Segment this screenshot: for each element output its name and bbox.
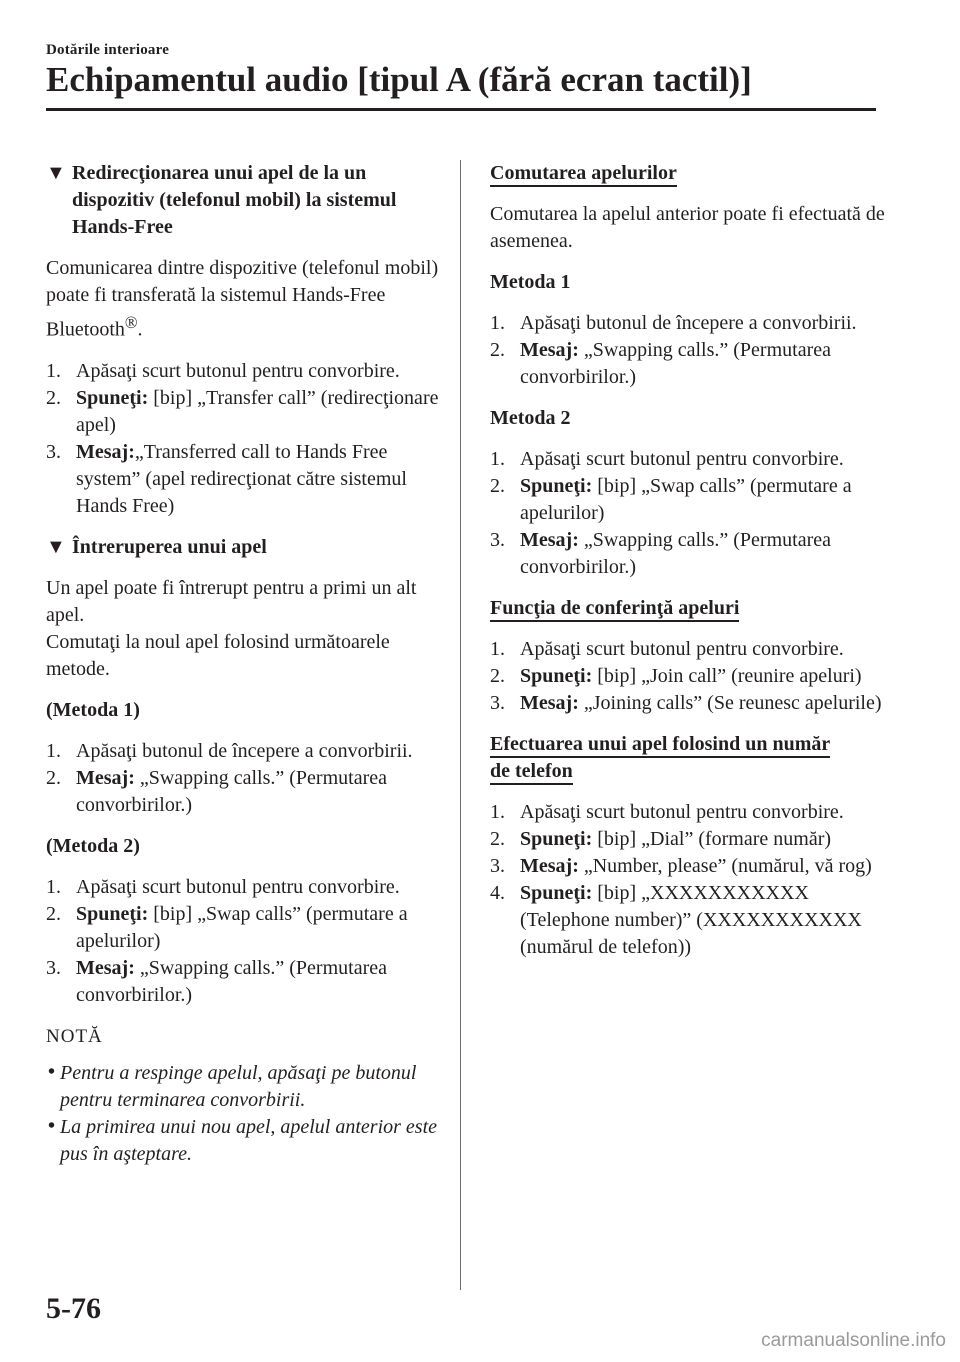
- step-text: [bip] „Swap calls” (permutare a apelurilor): [76, 902, 408, 952]
- heading-interrupt: [46, 534, 441, 561]
- step-item: [46, 901, 441, 955]
- step-label: Spuneţi:: [520, 475, 593, 497]
- step-text: [bip] „Join call” (reunire apeluri): [592, 665, 862, 687]
- notes-list: [46, 1060, 441, 1168]
- step-item: [490, 636, 885, 663]
- step-text: Apăsaţi scurt butonul pentru convorbire.: [520, 638, 844, 660]
- heading-redirect: [46, 160, 441, 241]
- heading-dial-line1: Efectuarea unui apel folosind un număr: [490, 733, 830, 758]
- interrupt-intro-1: Un apel poate fi întrerupt pentru a primi un alt apel.: [46, 576, 417, 626]
- step-text: Apăsaţi scurt butonul pentru convorbire.: [76, 359, 400, 382]
- step-text: [bip] „Transfer call” (redirecţionare apel): [76, 386, 439, 436]
- step-number: 3.: [490, 692, 505, 714]
- step-label: Mesaj:: [520, 692, 579, 714]
- interrupt-intro-2: Comutaţi la noul apel folosind următoarele metode.: [46, 630, 390, 680]
- step-number: 3.: [490, 529, 505, 551]
- step-number: 2.: [46, 386, 61, 409]
- redirect-steps: [46, 358, 441, 520]
- step-number: 3.: [46, 440, 61, 463]
- step-label: Spuneţi:: [520, 828, 593, 850]
- left-column: [46, 160, 441, 1168]
- header-rule: [46, 108, 876, 111]
- step-number: 1.: [490, 312, 505, 334]
- step-item: [490, 310, 885, 337]
- step-item: [46, 955, 441, 1009]
- step-label: Spuneţi:: [76, 386, 149, 409]
- step-number: 2.: [46, 902, 61, 925]
- dial-steps: [490, 799, 885, 961]
- page-title: Echipamentul audio [tipul A (fără ecran tactil)]: [46, 60, 752, 99]
- triangle-bullet-icon: ▼: [46, 535, 66, 558]
- step-item: [490, 853, 885, 880]
- step-text: Apăsaţi butonul de începere a convorbirii.: [520, 312, 857, 334]
- heading-interrupt-text: Întreruperea unui apel: [72, 535, 267, 558]
- switch-method1-steps: [490, 310, 885, 391]
- step-item: [490, 690, 885, 717]
- registered-mark: ®: [124, 313, 138, 332]
- step-number: 2.: [46, 766, 61, 789]
- step-number: 1.: [46, 875, 61, 898]
- step-number: 4.: [490, 882, 505, 904]
- step-text: „Joining calls” (Se reunesc apelurile): [578, 692, 882, 714]
- step-label: Mesaj:: [520, 855, 579, 877]
- step-label: Mesaj:: [520, 339, 579, 361]
- step-text: [bip] „Swap calls” (permutare a apelurilor): [520, 475, 852, 524]
- step-item: [490, 663, 885, 690]
- redirect-intro-end: .: [137, 318, 143, 341]
- step-text: Apăsaţi butonul de începere a convorbirii.: [76, 739, 413, 762]
- step-item: [490, 826, 885, 853]
- interrupt-method2-steps: [46, 874, 441, 1009]
- conference-steps: [490, 636, 885, 717]
- step-text: „Swapping calls.” (Permutarea convorbirilor.): [76, 956, 387, 1006]
- step-number: 2.: [490, 339, 505, 361]
- step-item: [490, 446, 885, 473]
- step-label: Spuneţi:: [520, 882, 593, 904]
- step-number: 1.: [46, 359, 61, 382]
- redirect-intro: [46, 255, 441, 344]
- step-item: [490, 527, 885, 581]
- step-item: [490, 337, 885, 391]
- step-item: [46, 765, 441, 819]
- step-number: 1.: [490, 448, 505, 470]
- step-number: 2.: [490, 475, 505, 497]
- step-number: 3.: [490, 855, 505, 877]
- right-column: [490, 160, 885, 975]
- interrupt-method2-label: (Metoda 2): [46, 834, 140, 857]
- step-text: „Swapping calls.” (Permutarea convorbirilor.): [520, 529, 831, 578]
- step-text: [bip] „XXXXXXXXXXX (Telephone number)” (XXXXXXXXXXX (numărul de telefon)): [520, 882, 862, 958]
- watermark: carmanualsonline.info: [761, 1330, 946, 1351]
- step-item: [490, 799, 885, 826]
- step-text: Apăsaţi scurt butonul pentru convorbire.: [520, 448, 844, 470]
- interrupt-method1-steps: [46, 738, 441, 819]
- section-label: Dotările interioare: [46, 42, 170, 58]
- step-text: „Swapping calls.” (Permutarea convorbirilor.): [520, 339, 831, 388]
- step-label: Mesaj:: [76, 956, 135, 979]
- step-number: 2.: [490, 665, 505, 687]
- step-label: Spuneţi:: [520, 665, 593, 687]
- step-item: [46, 738, 441, 765]
- step-number: 1.: [490, 638, 505, 660]
- step-label: Mesaj:: [76, 440, 135, 463]
- step-item: [46, 439, 441, 520]
- switch-method1-label: Metoda 1: [490, 271, 571, 293]
- switch-method2-label: Metoda 2: [490, 407, 571, 429]
- interrupt-intro: [46, 575, 441, 683]
- column-divider: [460, 160, 461, 1290]
- step-text: Apăsaţi scurt butonul pentru convorbire.: [520, 801, 844, 823]
- note-item: • La primirea unui nou apel, apelul anterior este pus în aşteptare.: [48, 1114, 438, 1165]
- heading-redirect-text: Redirecţionarea unui apel de la un dispozitiv (telefonul mobil) la sistemul Hands-Free: [72, 162, 397, 238]
- step-text: „Transferred call to Hands Free system” (apel redirecţionat către sistemul Hands Free): [76, 440, 407, 517]
- step-number: 2.: [490, 828, 505, 850]
- step-item: [490, 880, 885, 961]
- step-number: 3.: [46, 956, 61, 979]
- bullet-icon: •: [48, 1060, 56, 1083]
- step-number: 1.: [46, 739, 61, 762]
- step-number: 1.: [490, 801, 505, 823]
- note-item: • Pentru a respinge apelul, apăsaţi pe butonul pentru terminarea convorbirii.: [48, 1060, 417, 1111]
- switch-method2-steps: [490, 446, 885, 581]
- heading-conference: Funcţia de conferinţă apeluri: [490, 595, 885, 622]
- note-title: NOTĂ: [46, 1025, 103, 1047]
- step-item: [46, 358, 441, 385]
- step-text: Apăsaţi scurt butonul pentru convorbire.: [76, 875, 400, 898]
- step-item: [46, 874, 441, 901]
- step-label: Spuneţi:: [76, 902, 149, 925]
- step-text: [bip] „Dial” (formare număr): [592, 828, 832, 850]
- step-item: [490, 473, 885, 527]
- step-text: „Number, please” (numărul, vă rog): [578, 855, 872, 877]
- step-item: [46, 385, 441, 439]
- page-number: 5-76: [46, 1292, 101, 1325]
- heading-dial-line2: de telefon: [490, 760, 573, 785]
- bullet-icon: •: [48, 1114, 56, 1137]
- interrupt-method1-label: (Metoda 1): [46, 698, 140, 721]
- step-label: Mesaj:: [76, 766, 135, 789]
- step-text: „Swapping calls.” (Permutarea convorbirilor.): [76, 766, 387, 816]
- heading-switch: Comutarea apelurilor: [490, 160, 885, 187]
- triangle-bullet-icon: ▼: [46, 162, 66, 184]
- heading-dial: [490, 731, 885, 785]
- switch-intro: Comutarea la apelul anterior poate fi efectuată de asemenea.: [490, 203, 885, 252]
- redirect-intro-text: Comunicarea dintre dispozitive (telefonul mobil) poate fi transferată la sistemul Hands-Free Bluetooth: [46, 257, 439, 341]
- step-label: Mesaj:: [520, 529, 579, 551]
